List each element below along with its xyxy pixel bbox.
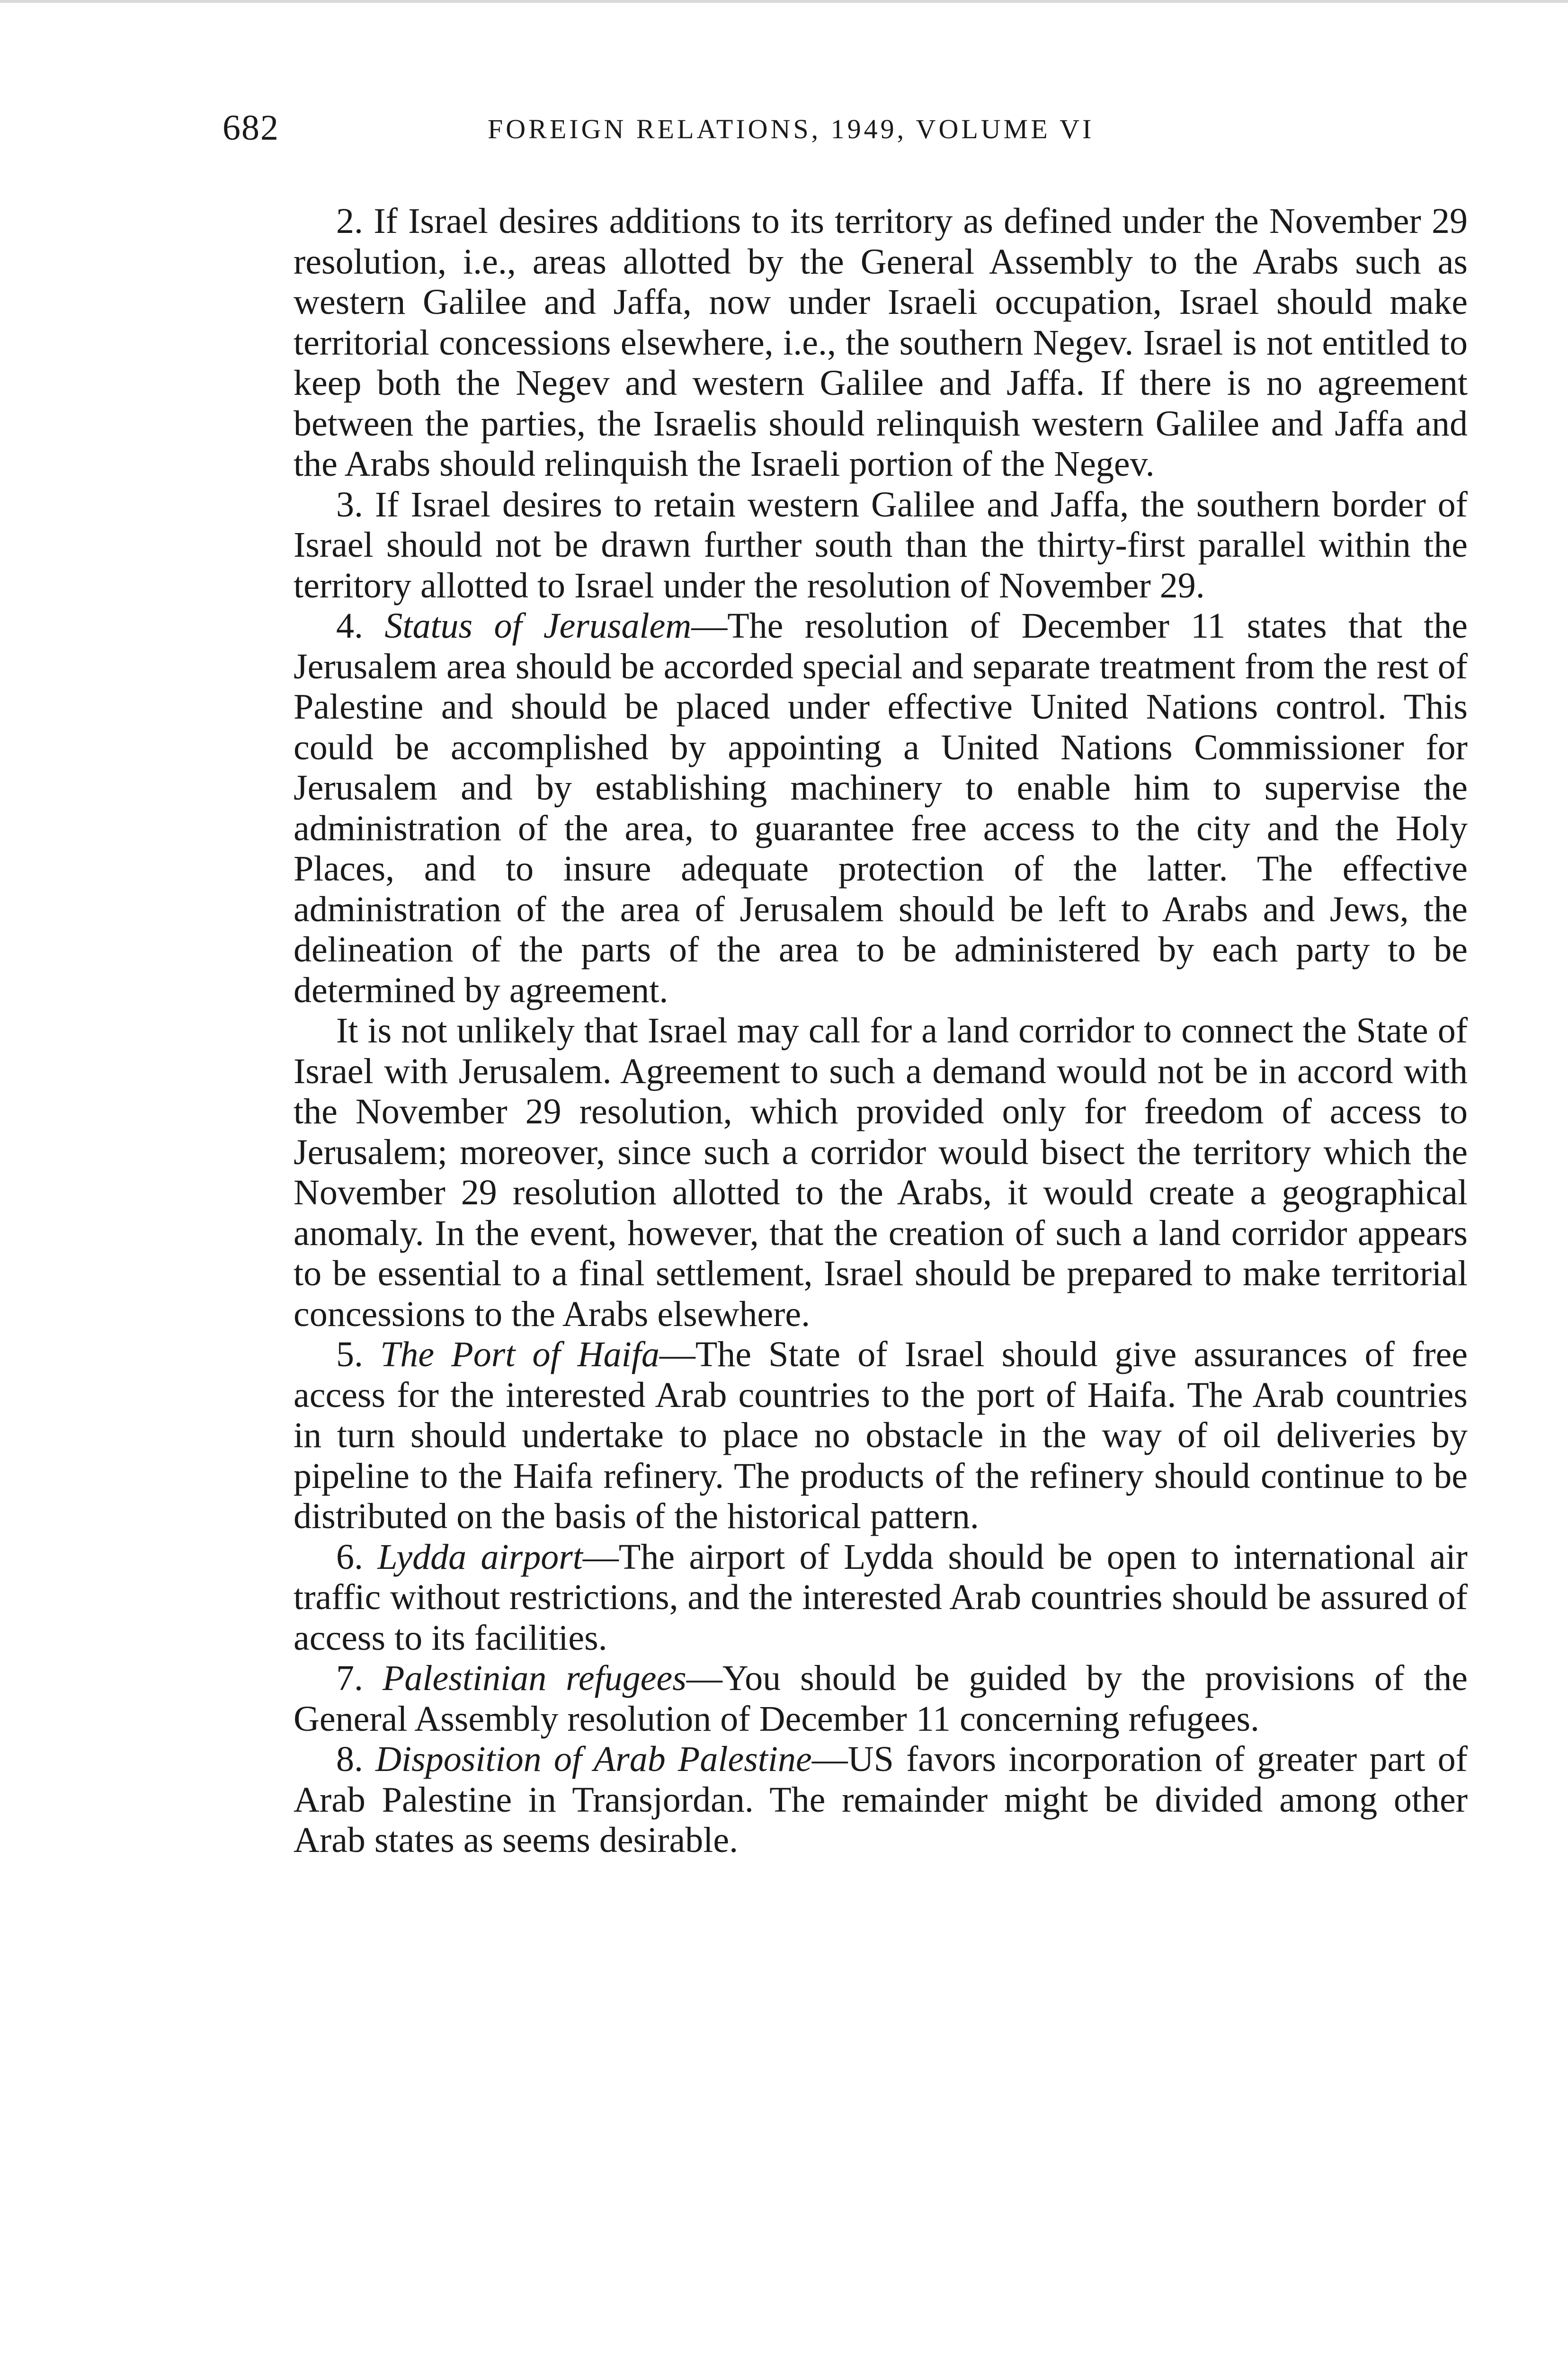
paragraph-text: It is not unlikely that Israel may call for a land corridor to connect the State of Israel with Jerusalem. Agreement to such a demand would not be in accord with the November 29 resolution, which provided only for freedom of access to Jerusalem; moreover, since such a corridor would bisect the territory which the November 29 resolution allotted to the Arabs, it would create a geographical anomaly. In the event, however, that the creation of such a land corridor appears to be essential to a final settlement, Israel should be prepared to make territorial concessions to the Arabs elsewhere.	[294, 1011, 1468, 1334]
page-header	[223, 102, 1472, 154]
top-rule	[0, 0, 1568, 3]
paragraph-land-corridor	[294, 1011, 1468, 1335]
paragraph-number: 6.	[336, 1537, 378, 1577]
paragraph-2	[294, 201, 1468, 485]
paragraph-heading: The Port of Haifa	[380, 1335, 659, 1374]
paragraph-heading: Lydda airport	[377, 1537, 583, 1577]
paragraph-heading: Status of Jerusalem	[384, 606, 692, 646]
paragraph-text: —The resolution of December 11 states that the Jerusalem area should be accorded special and separate treatment from the rest of Palestine and should be placed under effective United Nations control. This could be accomplished by appointing a United Nations Commissioner for Jerusalem and by establishing machinery to enable him to supervise the administration of the area, to guarantee free access to the city and the Holy Places, and to insure adequate protection of the latter. The effective administration of the area of Jerusalem should be left to Arabs and Jews, the delineation of the parts of the area to be administered by each party to be determined by agreement.	[294, 606, 1468, 1010]
paragraph-text: 3. If Israel desires to retain western Galilee and Jaffa, the southern border of Israel should not be drawn further south than the thirty-first parallel within the territory allotted to Israel under the resolution of November 29.	[294, 484, 1468, 605]
paragraph-8-disposition-of-arab-palestine	[294, 1739, 1468, 1861]
paragraph-5-port-of-haifa	[294, 1335, 1468, 1537]
paragraph-6-lydda-airport	[294, 1537, 1468, 1659]
paragraph-text: —You should be guided by the provisions of the General Assembly resolution of December 11 concerning refugees.	[294, 1658, 1468, 1739]
paragraph-number: 4.	[336, 606, 385, 646]
paragraph-7-palestinian-refugees	[294, 1658, 1468, 1739]
paragraph-heading: Palestinian refugees	[383, 1658, 686, 1698]
paragraph-text: 2. If Israel desires additions to its territory as defined under the November 29 resolution, i.e., areas allotted by the General Assembly to the Arabs such as western Galilee and Jaffa, now under Israeli occupation, Israel should make territorial concessions elsewhere, i.e., the southern Negev. Israel is not entitled to keep both the Negev and western Galilee and Jaffa. If there is no agreement between the parties, the Israelis should relinquish western Galilee and Jaffa and the Arabs should relinquish the Israeli portion of the Negev.	[294, 201, 1468, 484]
paragraph-number: 5.	[336, 1335, 381, 1374]
page-number: 682	[223, 108, 279, 148]
paragraph-heading: Disposition of Arab Palestine	[375, 1739, 812, 1779]
paragraph-text: —The airport of Lydda should be open to international air traffic without restrictions, and the interested Arab countries should be assured of access to its facilities.	[294, 1537, 1468, 1658]
paragraph-number: 8.	[336, 1739, 376, 1779]
document-body	[294, 201, 1468, 1861]
paragraph-3	[294, 485, 1468, 606]
paragraph-4-status-of-jerusalem	[294, 606, 1468, 1011]
paragraph-text: —The State of Israel should give assurances of free access for the interested Arab countries to the port of Haifa. The Arab countries in turn should undertake to place no obstacle in the way of oil deliveries by pipeline to the Haifa refinery. The products of the refinery should continue to be distributed on the basis of the historical pattern.	[294, 1335, 1468, 1536]
paragraph-text: —US favors incorporation of greater part of Arab Palestine in Transjordan. The remainder might be divided among other Arab states as seems desirable.	[294, 1739, 1468, 1860]
running-head: FOREIGN RELATIONS, 1949, VOLUME VI	[488, 114, 1095, 144]
paragraph-number: 7.	[336, 1658, 383, 1698]
